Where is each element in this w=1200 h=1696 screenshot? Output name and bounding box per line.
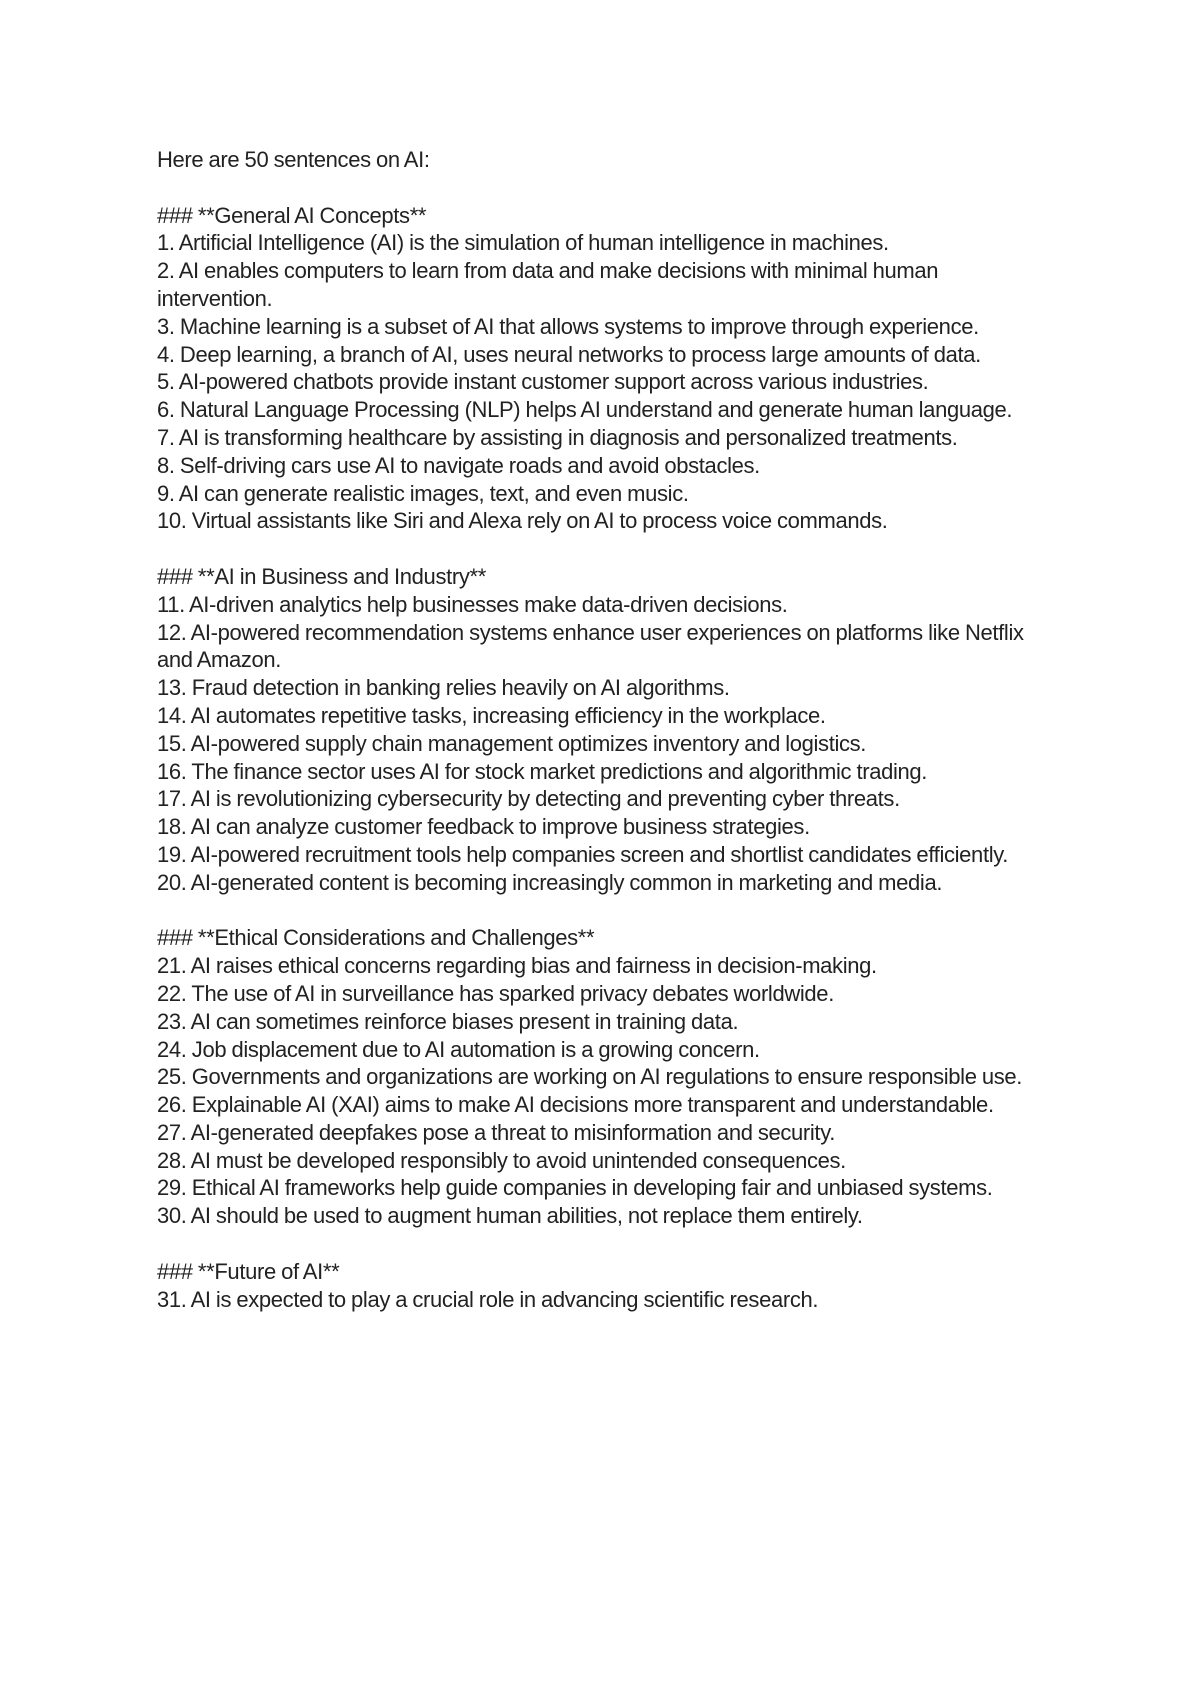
list-item: 15. AI-powered supply chain management optimizes inventory and logistics. xyxy=(157,730,867,756)
list-item: 6. Natural Language Processing (NLP) helps AI understand and generate human language. xyxy=(157,397,1013,423)
list-item: 21. AI raises ethical concerns regarding bias and fairness in decision-making. xyxy=(157,953,877,979)
list-item: 1. Artificial Intelligence (AI) is the simulation of human intelligence in machines. xyxy=(157,230,889,256)
list-item: 28. AI must be developed responsibly to avoid unintended consequences. xyxy=(157,1147,846,1173)
list-item: 24. Job displacement due to AI automation is a growing concern. xyxy=(157,1036,760,1062)
list-item: 20. AI-generated content is becoming increasingly common in marketing and media. xyxy=(157,869,943,895)
list-item: 9. AI can generate realistic images, text, and even music. xyxy=(157,480,689,506)
list-item: 7. AI is transforming healthcare by assisting in diagnosis and personalized treatments. xyxy=(157,424,958,450)
list-item: 14. AI automates repetitive tasks, increasing efficiency in the workplace. xyxy=(157,702,826,728)
list-item: 13. Fraud detection in banking relies heavily on AI algorithms. xyxy=(157,675,730,701)
list-item: 2. AI enables computers to learn from data and make decisions with minimal human intervention. xyxy=(157,258,939,311)
spacer xyxy=(157,1230,1057,1258)
list-item: 17. AI is revolutionizing cybersecurity by detecting and preventing cyber threats. xyxy=(157,786,900,812)
list-item: 11. AI-driven analytics help businesses make data-driven decisions. xyxy=(157,591,788,617)
section-heading: ### **Future of AI** xyxy=(157,1258,340,1284)
list-item: 29. Ethical AI frameworks help guide companies in developing fair and unbiased systems. xyxy=(157,1175,993,1201)
document-body xyxy=(157,146,1057,1313)
list-item: 8. Self-driving cars use AI to navigate roads and avoid obstacles. xyxy=(157,452,760,478)
section-general-ai-concepts xyxy=(157,202,1057,536)
intro-text: Here are 50 sentences on AI: xyxy=(157,147,430,172)
list-item: 25. Governments and organizations are working on AI regulations to ensure responsible use. xyxy=(157,1064,1023,1090)
list-item: 26. Explainable AI (XAI) aims to make AI decisions more transparent and understandable. xyxy=(157,1092,994,1118)
section-heading: ### **AI in Business and Industry** xyxy=(157,563,486,589)
list-item: 12. AI-powered recommendation systems enhance user experiences on platforms like Netflix and Amazon. xyxy=(157,619,1024,673)
list-item: 4. Deep learning, a branch of AI, uses neural networks to process large amounts of data. xyxy=(157,341,981,367)
list-item: 22. The use of AI in surveillance has sparked privacy debates worldwide. xyxy=(157,980,834,1006)
section-ethical-considerations xyxy=(157,924,1057,1230)
section-future-of-ai xyxy=(157,1258,1057,1314)
list-item: 27. AI-generated deepfakes pose a threat to misinformation and security. xyxy=(157,1119,835,1145)
list-item: 10. Virtual assistants like Siri and Alexa rely on AI to process voice commands. xyxy=(157,508,888,534)
list-item: 31. AI is expected to play a crucial role in advancing scientific research. xyxy=(157,1286,819,1312)
spacer xyxy=(157,535,1057,563)
spacer xyxy=(157,897,1057,925)
list-item: 3. Machine learning is a subset of AI that allows systems to improve through experience. xyxy=(157,313,979,339)
spacer xyxy=(157,174,1057,202)
list-item: 30. AI should be used to augment human abilities, not replace them entirely. xyxy=(157,1203,863,1229)
list-item: 19. AI-powered recruitment tools help companies screen and shortlist candidates efficiently. xyxy=(157,841,1009,867)
section-heading: ### **Ethical Considerations and Challenges** xyxy=(157,925,595,951)
list-item: 5. AI-powered chatbots provide instant customer support across various industries. xyxy=(157,369,929,395)
list-item: 16. The finance sector uses AI for stock market predictions and algorithmic trading. xyxy=(157,758,928,784)
list-item: 23. AI can sometimes reinforce biases present in training data. xyxy=(157,1008,739,1034)
section-ai-in-business xyxy=(157,563,1057,897)
section-heading: ### **General AI Concepts** xyxy=(157,202,427,228)
list-item: 18. AI can analyze customer feedback to improve business strategies. xyxy=(157,814,810,840)
